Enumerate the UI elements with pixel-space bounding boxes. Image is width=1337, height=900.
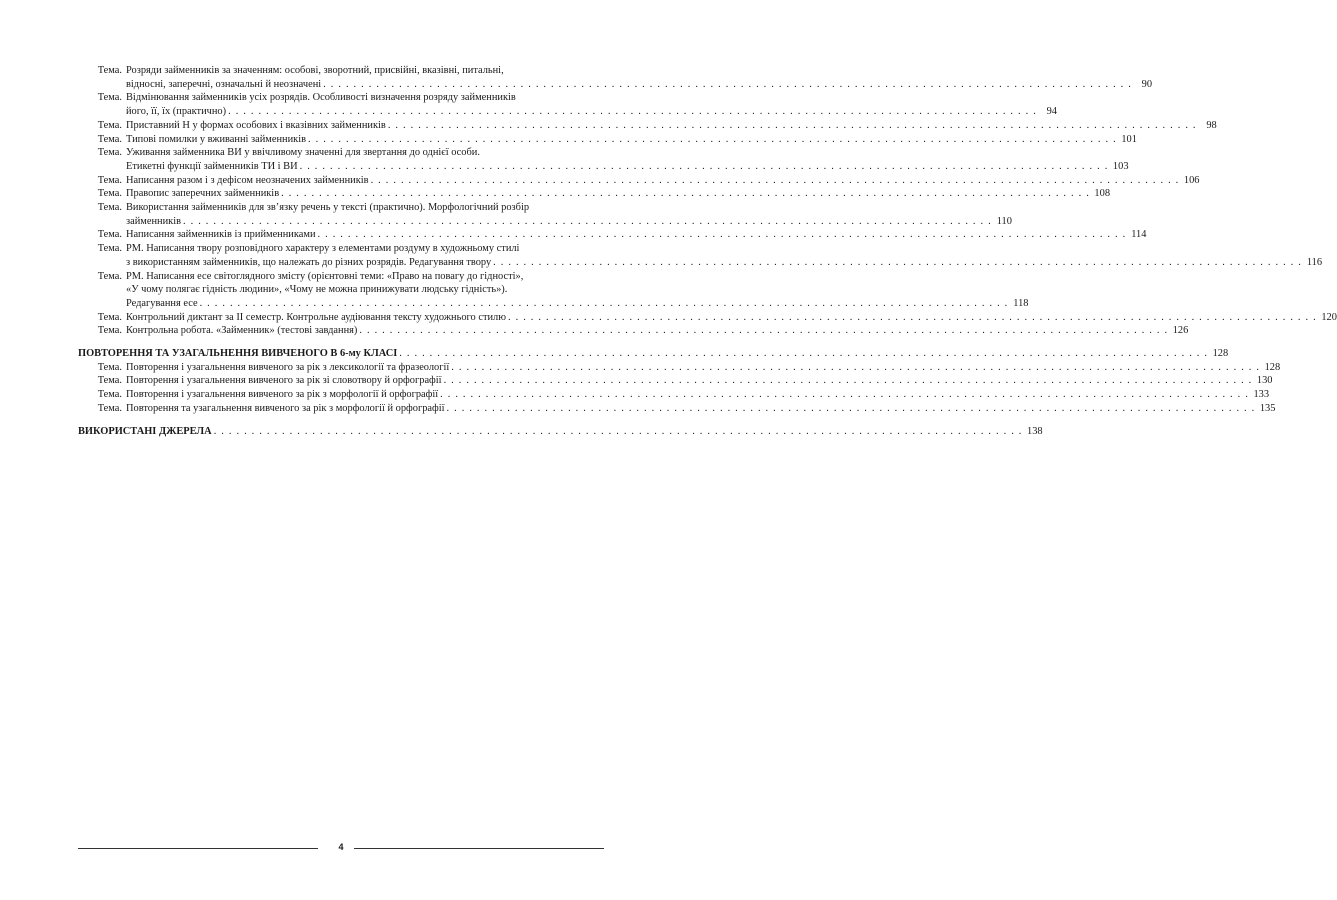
entry-label: Тема.: [97, 174, 122, 186]
page-number: 126: [1172, 325, 1189, 337]
entry-text: Контрольний диктант за ІІ семестр. Контрольне аудіювання тексту художнього стилю: [126, 311, 506, 323]
leader-dots: [318, 228, 1127, 242]
toc-entry: [78, 228, 1147, 242]
leader-dots: [281, 187, 1090, 201]
leader-dots: [399, 347, 1208, 361]
entry-label: Тема.: [97, 311, 122, 323]
leader-dots: [444, 374, 1253, 388]
page-number: 133: [1253, 389, 1270, 401]
entry-text: займенників: [126, 215, 181, 227]
entry-text: Повторення і узагальнення вивченого за рік з морфології й орфографії: [126, 389, 439, 401]
entry-text: Використання займенників для зв’язку речень у тексті (практично). Морфологічний розбір: [126, 202, 530, 214]
entry-text: Типові помилки у вживанні займенників: [126, 133, 306, 145]
entry-label: Тема.: [97, 389, 122, 401]
page-number: 135: [1259, 402, 1276, 414]
entry-label: Тема.: [97, 188, 122, 200]
entry-text: Етикетні функції займенників ТИ і ВИ: [126, 160, 298, 172]
page-number: 101: [1121, 133, 1137, 145]
page-number: 98: [1206, 119, 1217, 131]
entry-text: Повторення і узагальнення вивченого за рік з лексикології та фразеології: [126, 361, 450, 373]
page-number: 118: [1013, 297, 1029, 309]
section-title: ПОВТОРЕННЯ ТА УЗАГАЛЬНЕННЯ ВИВЧЕНОГО В 6-му КЛАСІ: [78, 348, 398, 360]
entry-label: Тема.: [97, 375, 122, 387]
entry-label: Тема.: [97, 133, 122, 145]
page-number: 108: [1094, 188, 1111, 200]
entry-text: Написання займенників із прийменниками: [126, 229, 316, 241]
entry-label: Тема.: [97, 229, 122, 241]
leader-dots: [440, 388, 1249, 402]
toc-entry: [78, 374, 1273, 388]
section-title: ВИКОРИСТАНІ ДЖЕРЕЛА: [78, 425, 212, 437]
toc-entry: [78, 91, 1057, 118]
leader-dots: [371, 174, 1180, 188]
toc-entry: [78, 187, 1111, 201]
leader-dots: [359, 324, 1168, 338]
leader-dots: [508, 311, 1317, 325]
entry-label: Тема.: [97, 202, 122, 214]
leader-dots: [323, 78, 1132, 92]
toc-entry: [78, 361, 1281, 375]
page-number: 138: [1027, 425, 1043, 437]
entry-label: Тема.: [97, 402, 122, 414]
page-number: 114: [1131, 229, 1147, 241]
page-number: 94: [1046, 106, 1057, 118]
entry-label: Тема.: [97, 325, 122, 337]
entry-text: його, її, їх (практично): [126, 106, 227, 118]
page-number: 128: [1212, 348, 1229, 360]
toc-entry: [78, 242, 1323, 269]
toc-entry: [78, 388, 1270, 402]
entry-text: Написання разом і з дефісом неозначених займенників: [126, 174, 369, 186]
entry-text: Розряди займенників за значенням: особові, зворотний, присвійні, вказівні, питальні,: [126, 65, 504, 76]
toc-entry: [78, 201, 1012, 228]
entry-text: Контрольна робота. «Займенник» (тестові завдання): [126, 325, 358, 337]
leader-dots: [388, 119, 1197, 133]
page-number: 90: [1141, 78, 1153, 90]
toc-entry: [78, 270, 1029, 311]
page-number: 120: [1321, 311, 1337, 323]
page-number: 103: [1112, 160, 1129, 172]
entry-text: відносні, заперечні, означальні й неозначені: [126, 78, 322, 90]
entry-text: Правопис заперечних займенників: [126, 188, 280, 200]
entry-label: Тема.: [97, 147, 122, 159]
entry-text: Відмінювання займенників усіх розрядів. Особливості визначення розряду займенників: [126, 92, 516, 104]
entry-label: Тема.: [97, 119, 122, 131]
leader-dots: [300, 160, 1109, 174]
entry-text: Повторення та узагальнення вивченого за рік з морфології й орфографії: [126, 402, 445, 414]
entry-text: Редагування есе: [126, 297, 198, 309]
page-number: 116: [1306, 256, 1323, 268]
leader-dots: [493, 256, 1302, 270]
leader-dots: [214, 425, 1023, 439]
section-heading: [78, 425, 1043, 439]
toc-entry: [78, 64, 1153, 91]
leader-dots: [228, 105, 1037, 119]
entry-label: Тема.: [97, 65, 122, 76]
entry-label: Тема.: [97, 243, 122, 255]
toc-entry: [78, 174, 1200, 188]
page-number: 128: [1264, 361, 1281, 373]
entry-text: з використанням займенників, що належать до різних розрядів. Редагування твору: [126, 256, 492, 268]
table-of-contents: [78, 64, 1337, 438]
leader-dots: [308, 133, 1117, 147]
entry-text: РМ. Написання есе світоглядного змісту (орієнтовні теми: «Право на повагу до гідності»,: [126, 270, 524, 282]
entry-label: Тема.: [97, 361, 122, 373]
entry-label: Тема.: [97, 270, 122, 282]
leader-dots: [447, 402, 1256, 416]
toc-entry: [78, 402, 1276, 416]
page-number: 130: [1256, 375, 1273, 387]
entry-text: Уживання займенника ВИ у ввічливому значенні для звертання до однієї особи.: [126, 147, 480, 159]
entry-text: Приставний Н у формах особових і вказівних займенників: [126, 119, 386, 131]
entry-text: Повторення і узагальнення вивченого за рік зі словотвору й орфографії: [126, 375, 442, 387]
footer-rule-right: [354, 848, 604, 849]
entry-text: «У чому полягає гідність людини», «Чому не можна принижувати людську гідність»).: [126, 284, 508, 296]
toc-entry: [78, 133, 1137, 147]
section-heading: [78, 347, 1229, 361]
entry-label: Тема.: [97, 92, 122, 104]
footer-page-number: 4: [338, 842, 344, 852]
leader-dots: [451, 361, 1260, 375]
toc-entry: [78, 119, 1217, 133]
leader-dots: [200, 297, 1009, 311]
page-footer: [78, 842, 604, 854]
toc-entry: [78, 324, 1189, 338]
page-number: 110: [996, 215, 1012, 227]
leader-dots: [183, 215, 992, 229]
page-number: 106: [1183, 174, 1200, 186]
toc-entry: [78, 311, 1337, 325]
entry-text: РМ. Написання твору розповідного характеру з елементами роздуму в художньому стилі: [126, 243, 520, 255]
toc-entry: [78, 146, 1129, 173]
